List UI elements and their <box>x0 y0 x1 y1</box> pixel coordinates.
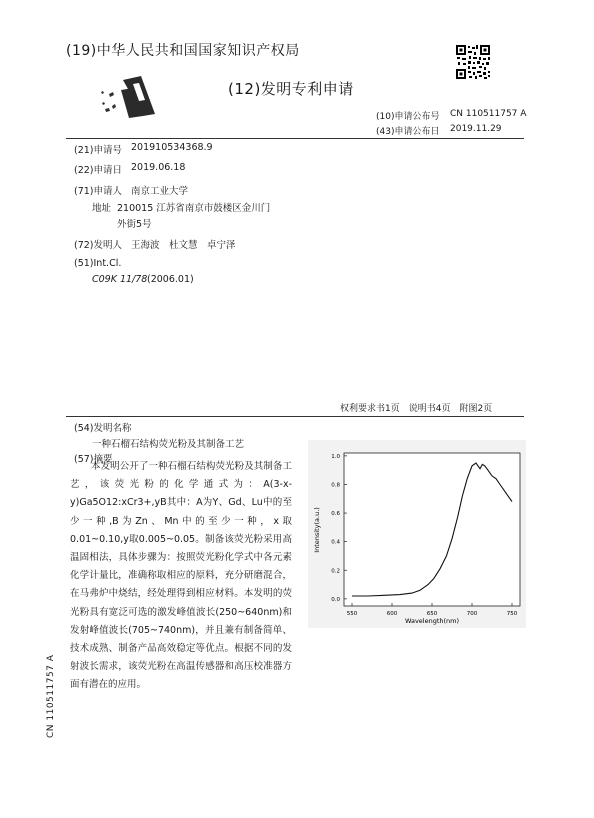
x-axis-label: Wavelength(nm) <box>404 617 460 625</box>
plot-frame <box>344 453 520 606</box>
x-tick-label: 650 <box>426 611 438 617</box>
header-divider <box>66 138 524 139</box>
qr-code-icon <box>455 44 491 80</box>
address-label: 地址 <box>92 203 112 214</box>
page-counts-divider <box>66 416 524 417</box>
abstract-text: 本发明公开了一种石榴石结构荧光粉及其制备工艺，该荧光粉的化学通式为：A(3-x-y)Ga5O12:xCr3+,yB其中：A为Y、Gd、Lu中的至少一种,B为Zn、Mn中的至少一种，x取0.01~0.10,y取0.005~0.05。制备该荧光粉采用高温固相法，具体步骤为：按照荧光粉化学式中各元素化学计量比，准确称取相应的原料，充分研磨混合，在马弗炉中烧结，经处理得到相应材料。本发明的荧光粉具有宽泛可选的激发峰值波长(250~640nm)和发射峰值波长(705~740nm)，并且兼有制备简单、技术成熟、制备产品高效稳定等优点。根据不同的发射波长需求，该荧光粉在高温传感器和高压校准器方面有潜在的应用。 <box>70 461 292 691</box>
address-line-1: 210015 江苏省南京市鼓楼区金川门 <box>117 203 271 214</box>
applicant-label: (71)申请人 <box>74 186 123 197</box>
y-tick-label: 0.6 <box>331 511 340 518</box>
y-tick-label: 1.0 <box>331 453 340 460</box>
application-date-label: (22)申请日 <box>74 165 123 176</box>
y-tick-label: 0.8 <box>331 482 340 489</box>
application-number: 201910534368.9 <box>131 142 213 153</box>
y-tick-label: 0.4 <box>331 539 340 546</box>
x-tick-label: 600 <box>386 611 398 617</box>
int-cl-label: (51)Int.Cl. <box>74 258 122 269</box>
emission-spectrum-chart <box>308 440 526 628</box>
abstract-label: (57)摘要 <box>74 454 113 465</box>
application-date: 2019.06.18 <box>131 162 186 173</box>
applicant-name: 南京工业大学 <box>131 186 189 197</box>
invention-title-label: (54)发明名称 <box>74 423 132 434</box>
pub-date-label: (43)申请公布日 <box>376 127 440 137</box>
patent-office-emblem-icon <box>99 76 157 118</box>
pub-date: 2019.11.29 <box>450 124 502 134</box>
pub-number-label: (10)申请公布号 <box>376 112 440 122</box>
pub-number: CN 110511757 A <box>450 109 527 119</box>
issuing-office: (19)中华人民共和国国家知识产权局 <box>66 43 300 59</box>
page-counts: 权利要求书1页 说明书4页 附图2页 <box>340 404 493 414</box>
y-tick-label: 0.0 <box>331 596 340 603</box>
x-tick-label: 550 <box>346 611 358 617</box>
application-number-label: (21)申请号 <box>74 145 123 156</box>
inventors: 王海波 杜文慧 卓宁泽 <box>131 240 236 251</box>
int-cl-version: (2006.01) <box>147 274 194 285</box>
address-line-2: 外街5号 <box>117 219 152 230</box>
y-tick-label: 0.2 <box>331 568 340 575</box>
int-cl-code: C09K 11/78 <box>92 274 148 285</box>
x-tick-label: 750 <box>506 611 518 617</box>
x-tick-label: 700 <box>466 611 478 617</box>
inventors-label: (72)发明人 <box>74 240 123 251</box>
y-axis-label: Intensity(a.u.) <box>313 507 321 553</box>
document-type: (12)发明专利申请 <box>228 80 354 98</box>
side-publication-number: CN 110511757 A <box>46 654 56 738</box>
invention-title: 一种石榴石结构荧光粉及其制备工艺 <box>92 439 245 450</box>
